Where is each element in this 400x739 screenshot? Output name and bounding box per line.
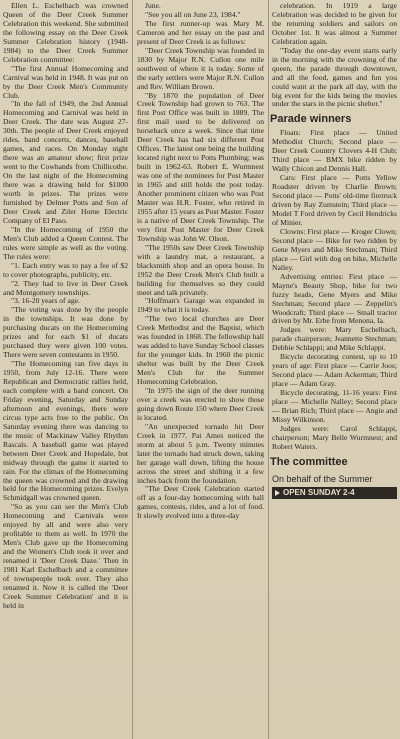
paragraph: "Hoffman's Garage was expanded in 1949 to what it is today. [137, 296, 264, 315]
paragraph: "By 1870 the population of Deer Creek Township had grown to 763. The first Post Office was built in 1889. The first mail used to be delivered on horseback once a week. Since that time Deer Creek has had six different Post Offices. The latest one being the building located right next to Potts Plumbing; was built in 1962-63. Robert E. Wurmnest was one of the nominees for Post Master in 1965 and still holds the post today. Another prominent citizen who was Post Master was H.R. Foster, who retired in 1955 after 15 years as Post Master. Foster is a native of Deer Creek Township. The very first Post Master for Deer Creek Township was John W. Olson. [137, 90, 264, 243]
open-sunday-banner [272, 487, 397, 499]
paragraph: "The 1950s saw Deer Creek Township with a laundry mat, a restaurant, a blacksmith shop and an opera house. In 1952 the Deer Creek Men's Club built a building for themselves so they could meet and talk privately. [137, 242, 264, 297]
paragraph: Ellen L. Eschelbach was crowned Queen of the Deer Creek Summer Celebration this weekend. She submitted the following essay on the Deer Creek Summer Celebration history (1948-1984) to the Deer Creek Summer Celebration committee: [3, 1, 128, 64]
winner-entry: Floats: First place — United Methodist Church; Second place — Deer Creek Country Clovers 4-H Club; Third place — BMX bike ridden by Wally Chicon and Dennis Hall. [272, 128, 397, 174]
article-column-3 [272, 2, 397, 499]
paragraph: celebration. In 1919 a large Celebration was decided to be given for the returning soldiers and sailors on October 1st. It was almost a Summer Celebration again. [272, 1, 397, 46]
arrow-icon [275, 490, 280, 496]
paragraph: "In the fall of 1949, the 2nd Annual Homecoming and Carnival was held in Deer Creek. The date was August 27-30th. The people of Deer Creek enjoyed rides, band concerts, dances, baseball games, and races. On Monday night there was an amateur show; first prize went to the Cowhands from Chillicothe. On the last night of the Homecoming there was a drawing held for $1000 worth in prizes. The prizes were furnished by Delmer Potts and Son of Deer Creek and Ziler Home Electric Company of El Paso. [3, 99, 128, 225]
paragraph: "2. They had to live in Deer Creek and Montgomery townships. [3, 278, 128, 297]
paragraph: "The Homecoming ran five days in 1950, from July 12-16. There were Republican and Democratic rallies held, each complete with a band concert. On Friday evening, Saturday and Sunday afternoon and evenings, there were circus type acts free to the public. On Saturday evening there was dancing to the music of Mackinaw Valley Rhythm Rascals. A baseball game was played between Deer Creek and Hopedale, but midway through the game it started to rain. For the climax of the Homecoming the queen was crowned and the drawing held for the Homecoming prizes. Evelyn Schmidgall was crowned queen. [3, 359, 128, 503]
committee-lead: On behalf of the Summer [272, 473, 373, 484]
paragraph: The first runner-up was Mary M. Cameron and her essay on the past and present of Deer Creek is as follows: [137, 18, 264, 46]
paragraph: "The Deer Creek Celebration started off as a four-day homecoming with ball games, contests, rides, and a lot of food. It slowly evolved into a three-day [137, 484, 264, 521]
article-column-1 [3, 2, 128, 611]
winner-entry: Cars: First place — Potts Yellow Roadster driven by Charlie Brown; Second place — Potts' old-time firetruck driven by Ray Zumstein; Third place — Model T Ford driven by Cecil Hendricks of Minier. [272, 173, 397, 227]
winner-entry: Bicycle decorating contest, up to 10 years of age: First place — Carrie Joos; Second place — Adam Ackerman; Third place — Adam Gray. [272, 352, 397, 389]
paragraph: "The two local churches are Deer Creek Methodist and the Baptist, which was founded in 1868. The fellowship hall was added to have Sunday School classes for the younger kids. In 1960 the picnic shelter was built by the Deer Creek Men's Club for the Summer Homecoming Celebration. [137, 314, 264, 387]
winner-entry: Bicycle decorating, 11-16 years: First place — Michelle Nalley; Second place — Brian Rich; Third place — Angie and Missy Wilkinson. [272, 388, 397, 424]
paragraph: "An unexpected tornado hit Deer Creek in 1977. Pat Ames noticed the storm at about 5 p.m. Twenty minutes later the tornado had struck down, taking her garage wall down, lifting the house across the street and shifting it a few inches back from the foundation. [137, 421, 264, 485]
committee-heading: The committee [270, 455, 348, 468]
parade-winners-heading: Parade winners [270, 113, 352, 126]
winner-entry: Judges were: Mary Eschelbach, parade chairperson; Jeannette Stechman; Debbie Schlappi; and Mike Schlappi. [272, 325, 397, 353]
paragraph: "Deer Creek Township was founded in 1830 by Major R.N. Cullon one mile southwest of where it is today. Some of the early settlers were Major R.N. Cullon and Rev. William Brown. [137, 45, 264, 91]
paragraph: "Today the one-day event starts early in the morning with the crowning of the queen, the parade through downtown, and all the food, games and fun you could want at the park all day, with the big event for the kids being the movies under the stars in the picnic shelter." [272, 45, 397, 109]
banner-text: OPEN SUNDAY 2-4 [283, 487, 355, 497]
winner-entry: Clowns: First place — Kroger Clown; Second place — Bike for two ridden by Gene Myers and Mike Stechman; Third place — Girl with dog on bike, Michelle Nalley. [272, 226, 397, 272]
paragraph: "So as you can see the Men's Club Homecoming and Carnivals were enjoyed by all and were also very profitable to them as well. In 1970 the Men's Club gave up the Homecoming and the Women's Club took it over and renamed it 'Deer Creek Daze.' Then in 1981 Karl Eschelbach and a committee of townspeople took over. They also renamed it. Now it is called the 'Deer Creek Summer Celebration' and it is held in [3, 502, 128, 610]
paragraph: "In the Homecoming of 1950 the Men's Club added a Queen Contest. The rules were simple as well as the voting. The rules were: [3, 224, 128, 261]
winner-entry: Advertising entries: First place — Mayne's Beauty Shop, bike for two fuzzy heads, Gene Myers and Mike Stechman; Second place — Zeppelin's Woodcraft; Third place — Small tractor driven by Mr. Erbe from Menona, Ia. [272, 271, 397, 326]
column-divider [268, 0, 269, 739]
paragraph: "In 1975 the sign of the deer running over a creek was erected to show those going down Route 150 where Deer Creek is located. [137, 385, 264, 422]
paragraph: "3. 16-20 years of age. [11, 296, 80, 306]
paragraph: "1. Each entry was to pay a fee of $2 to cover photographs, publicity, etc. [3, 260, 128, 279]
paragraph: "See you all on June 23, 1984." [145, 9, 241, 19]
winner-entry: Judges were: Carol Schlappi, chairperson; Mary Belle Wurmnest; and Robert Waters. [272, 423, 397, 451]
paragraph: "The first Annual Homecoming and Carnival was held in 1948. It was put on by the Deer Creek Men's Community Club. [3, 63, 128, 100]
column-divider [132, 0, 133, 739]
article-column-2 [137, 2, 264, 521]
paragraph: June. [145, 1, 161, 10]
paragraph: "The voting was done by the people in the townships. It was done by purchasing ducats on the Homecoming prizes and for each $1 of ducats purchased they were given 100 votes. There were seven contestants in 1950. [3, 305, 128, 360]
